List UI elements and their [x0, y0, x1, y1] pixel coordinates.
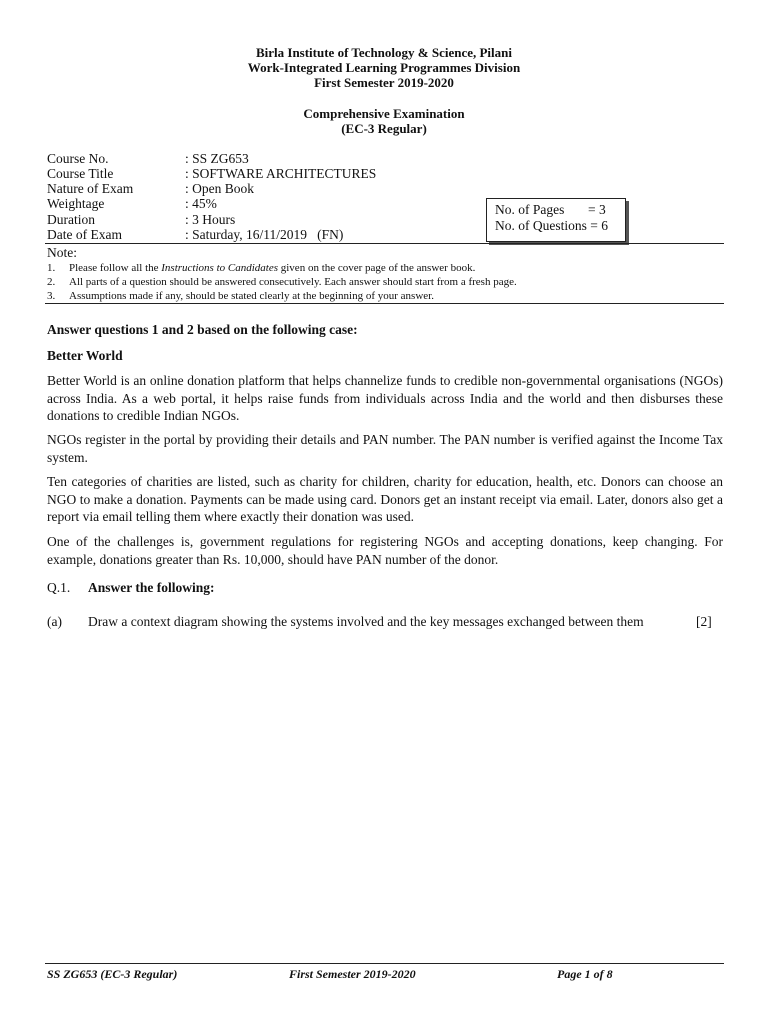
footer-page: Page 1 of 8: [557, 967, 613, 981]
meta-value: : Saturday, 16/11/2019 (FN): [185, 227, 344, 242]
case-paragraph: NGOs register in the portal by providing their details and PAN number. The PAN number is verified against the Income Tax system.: [47, 432, 723, 465]
note-number: 1.: [47, 262, 56, 274]
semester-title: First Semester 2019-2020: [314, 75, 454, 90]
meta-value: : SOFTWARE ARCHITECTURES: [185, 166, 377, 181]
note-emphasis: Instructions to Candidates: [161, 262, 278, 274]
meta-row: [47, 227, 343, 242]
note-text: All parts of a question should be answered consecutively. Each answer should start from a fresh page.: [69, 276, 517, 288]
exam-type: (EC-3 Regular): [341, 121, 427, 136]
note-item: [47, 276, 517, 289]
question-title: Answer the following:: [88, 580, 215, 595]
exam-title: Comprehensive Examination: [303, 106, 465, 121]
meta-label: Duration: [47, 212, 95, 227]
footer-semester: First Semester 2019-2020: [289, 967, 416, 981]
divider: [45, 243, 724, 244]
note-text: Assumptions made if any, should be stated clearly at the beginning of your answer.: [69, 290, 434, 302]
pages-info-box: [486, 198, 626, 242]
note-number: 3.: [47, 290, 56, 302]
questions-count: No. of Questions = 6: [495, 218, 608, 233]
question-heading: [47, 579, 215, 596]
footer-divider: [45, 963, 724, 964]
meta-value: : Open Book: [185, 181, 254, 196]
meta-label: Nature of Exam: [47, 181, 134, 196]
case-title: Better World: [47, 348, 123, 363]
note-item: [47, 262, 475, 275]
note-text: Please follow all the: [69, 262, 162, 274]
meta-label: Weightage: [47, 196, 105, 211]
meta-value: : 45%: [185, 196, 217, 211]
note-text: given on the cover page of the answer book.: [278, 262, 476, 274]
meta-label: Date of Exam: [47, 227, 122, 242]
question-part: [47, 613, 644, 630]
meta-row: [47, 212, 235, 227]
meta-row: [47, 166, 376, 181]
note-number: 2.: [47, 276, 56, 288]
footer-course: SS ZG653 (EC-3 Regular): [47, 967, 178, 981]
meta-label: Course Title: [47, 166, 114, 181]
part-label: (a): [47, 614, 62, 629]
note-label: Note:: [47, 245, 77, 260]
case-intro: Answer questions 1 and 2 based on the following case:: [47, 322, 358, 337]
note-item: [47, 290, 434, 303]
meta-row: [47, 181, 254, 196]
meta-row: [47, 151, 249, 166]
case-paragraph: Ten categories of charities are listed, such as charity for children, charity for education, health, etc. Donors can choose an NGO to make a donation. Payments can be made using card. Donors get an instant receipt via email. Later, donors also get a report via email telling them where exactly their donation was used.: [47, 474, 723, 524]
division-name: Work-Integrated Learning Programmes Division: [247, 60, 521, 75]
meta-label: Course No.: [47, 151, 109, 166]
divider: [45, 303, 724, 304]
case-paragraph: One of the challenges is, government regulations for registering NGOs and accepting donations, keep changing. For example, donations greater than Rs. 10,000, should have PAN number of the donor.: [47, 534, 723, 567]
meta-value: : 3 Hours: [185, 212, 236, 227]
pages-count: No. of Pages = 3: [495, 202, 606, 217]
meta-row: [47, 196, 217, 211]
meta-value: : SS ZG653: [185, 151, 249, 166]
question-number: Q.1.: [47, 580, 71, 595]
institute-name: Birla Institute of Technology & Science, Pilani: [255, 45, 513, 60]
case-paragraph: Better World is an online donation platform that helps channelize funds to credible non-governmental organisations (NGOs) across India. As a web portal, it helps raise funds from individuals across India and the world and then disburses these donations to credible Indian NGOs.: [47, 373, 723, 423]
part-text: Draw a context diagram showing the systems involved and the key messages exchanged between them: [88, 614, 644, 629]
question-marks: [2]: [696, 614, 712, 629]
